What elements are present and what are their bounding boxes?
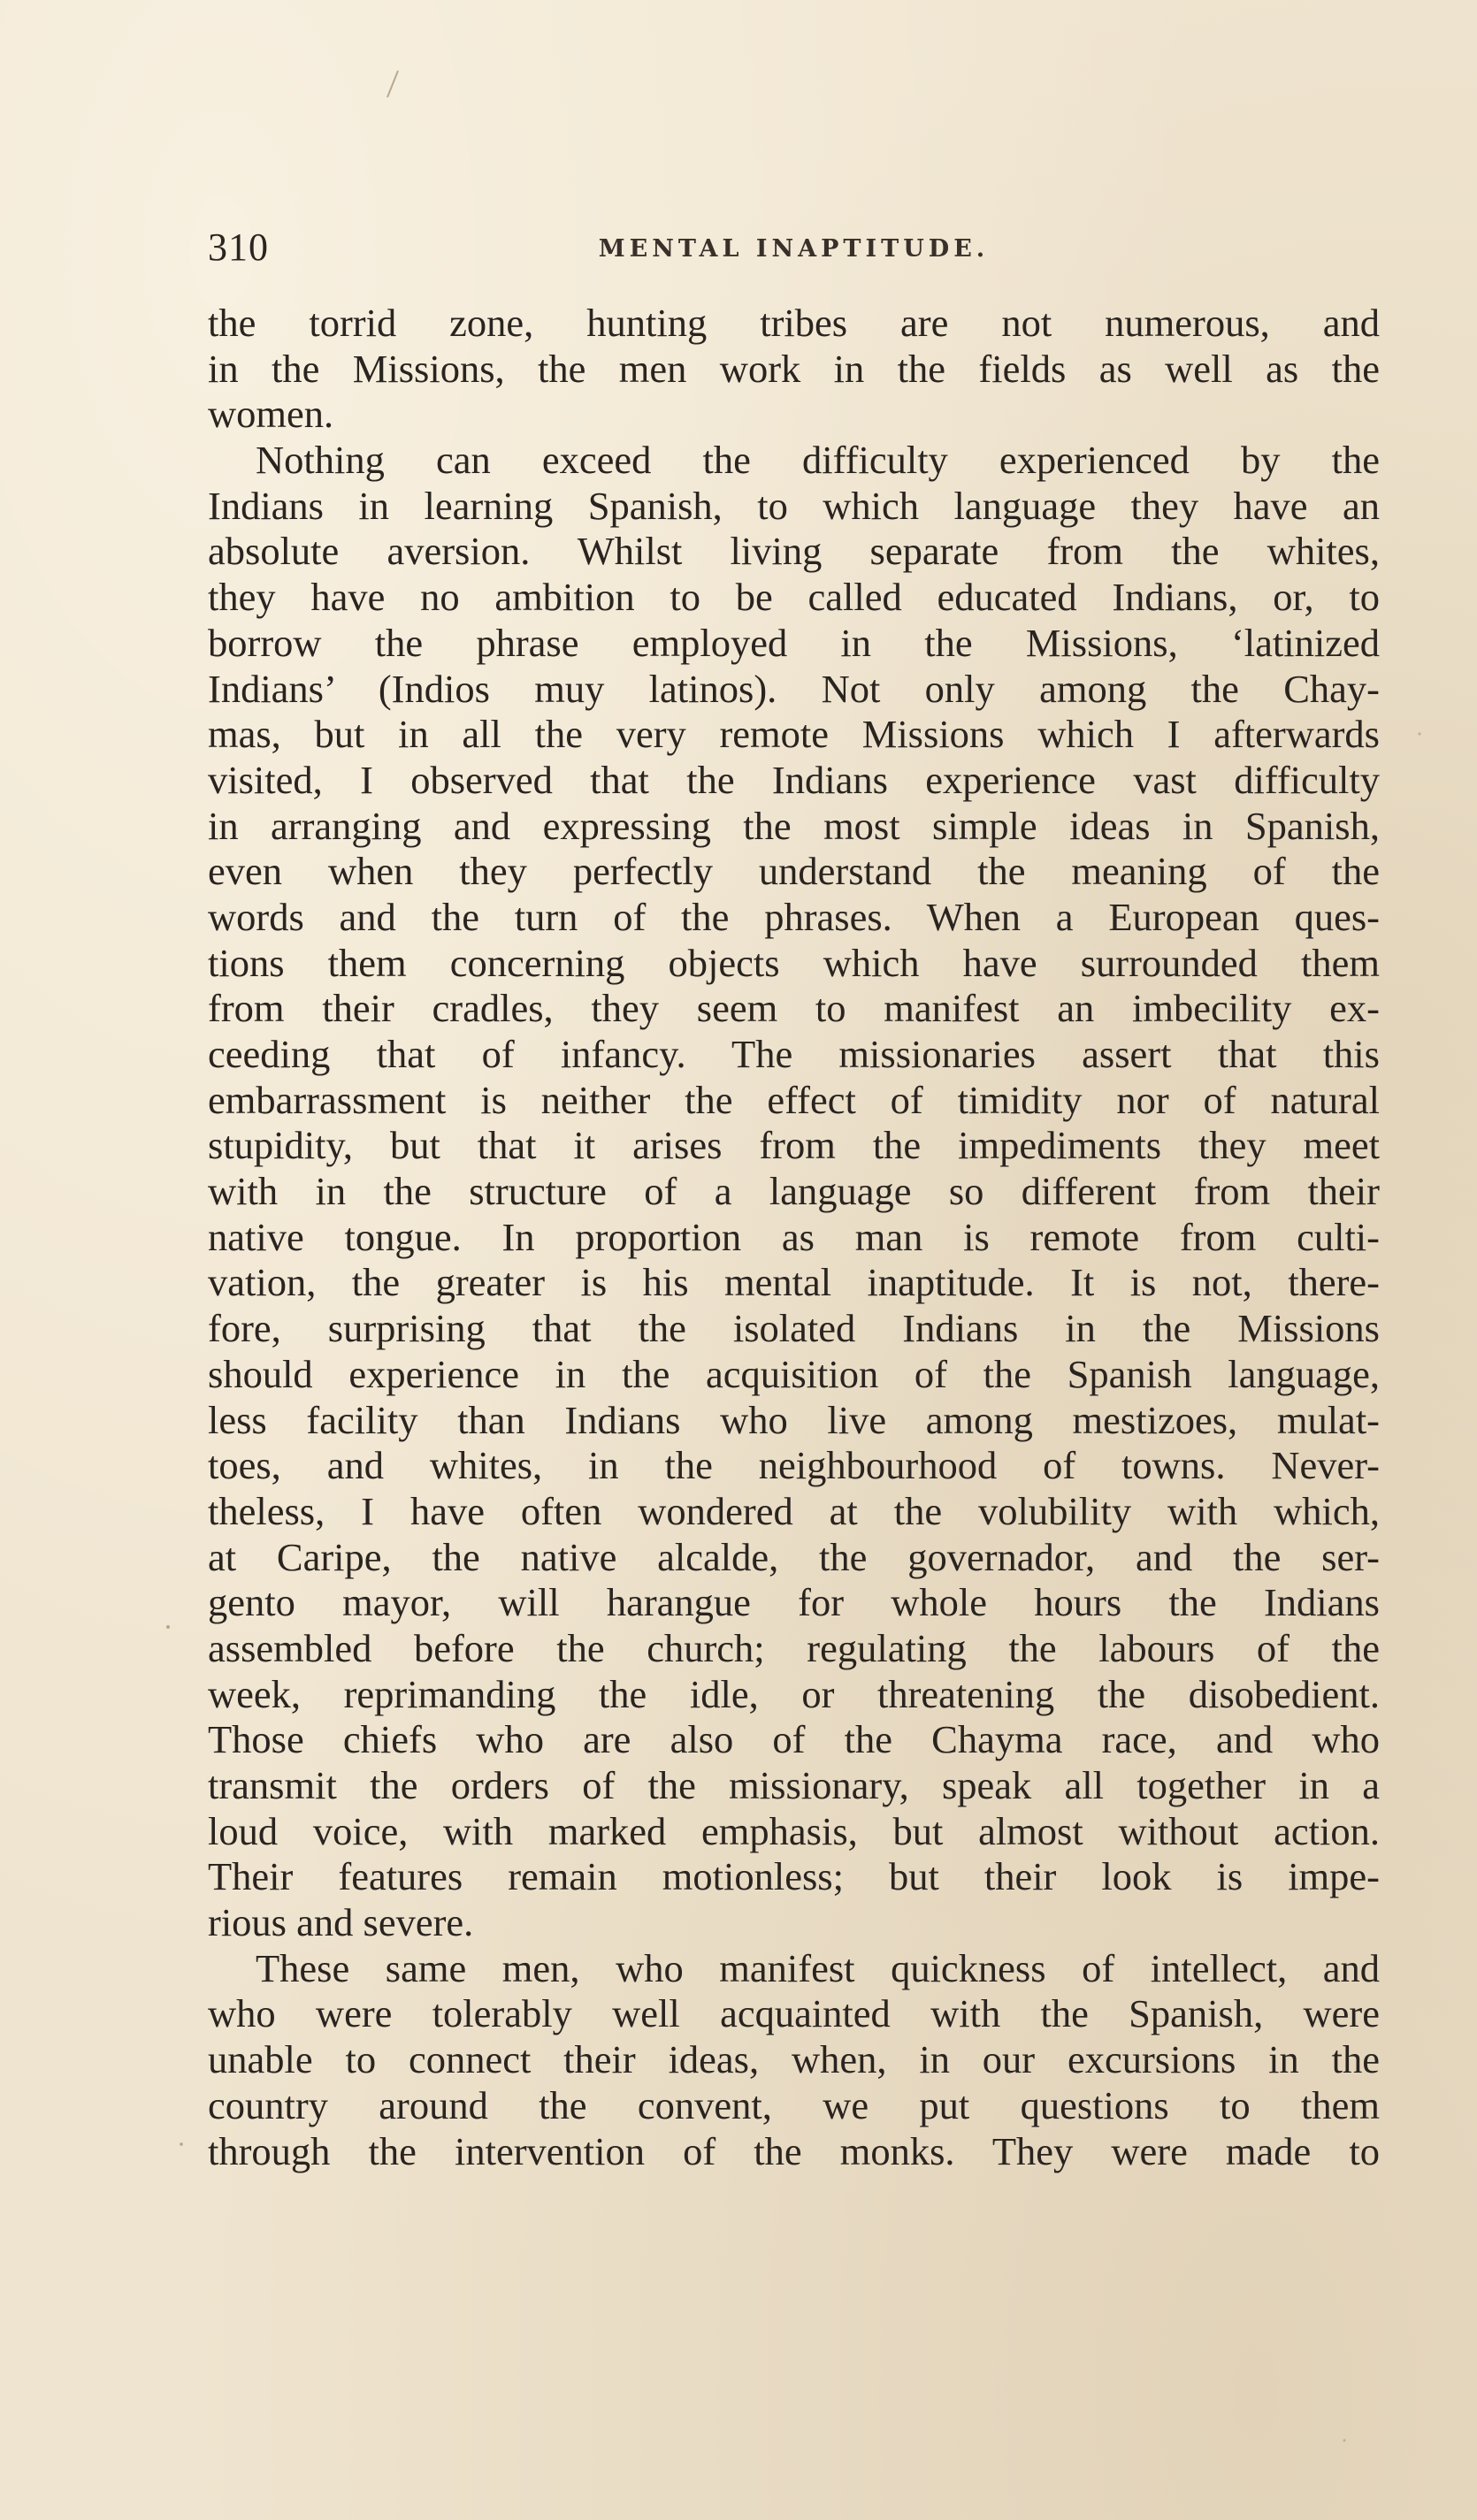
paper-speck [180,2142,183,2146]
text-line: rious and severe. [208,1900,474,1945]
text-line: visited, I observed that the Indians experience vast difficulty [208,757,1380,802]
text-line: mas, but in all the very remote Missions which I afterwards [208,712,1380,757]
text-line: assembled before the church; regulating the labours of the [208,1625,1380,1670]
text-line: native tongue. In proportion as man is remote from culti- [208,1214,1380,1259]
text-line: Indians in learning Spanish, to which language they have an [208,483,1380,528]
text-line: women. [208,392,334,437]
text-line: fore, surprising that the isolated Indians in the Missions [208,1306,1380,1351]
text-line: at Caripe, the native alcalde, the governador, and the ser- [208,1534,1380,1579]
text-line: vation, the greater is his mental inaptitude. It is not, there- [208,1260,1380,1305]
text-line: who were tolerably well acquainted with the Spanish, were [208,1991,1380,2036]
paper-speck [1418,732,1420,735]
text-line: the torrid zone, hunting tribes are not numerous, and [208,301,1380,345]
text-line: theless, I have often wondered at the volubility with which, [208,1488,1380,1533]
running-title: MENTAL INAPTITUDE. [598,235,990,263]
text-line: less facility than Indians who live among mestizoes, mulat- [208,1397,1380,1442]
text-line: they have no ambition to be called educated Indians, or, to [208,575,1380,620]
running-head [208,221,1380,274]
text-line: from their cradles, they seem to manifest an imbecility ex- [208,986,1380,1031]
text-line: toes, and whites, in the neighbourhood of towns. Never- [208,1443,1380,1488]
text-line: with in the structure of a language so different from their [208,1169,1380,1214]
text-line: loud voice, with marked emphasis, but almost without action. [208,1808,1380,1853]
text-line: embarrassment is neither the effect of timidity nor of natural [208,1077,1380,1122]
page-number: 310 [208,225,269,269]
paper-speck [166,1625,170,1629]
text-line: These same men, who manifest quickness of intellect, and [256,1945,1380,1990]
text-line: borrow the phrase employed in the Missions, ‘latinized [208,620,1380,665]
text-line: Indians’ (Indios muy latinos). Not only among the Chay- [208,666,1380,711]
text-line: through the intervention of the monks. They were made to [208,2128,1380,2173]
text-line: Nothing can exceed the difficulty experienced by the [256,438,1380,483]
text-line: ceeding that of infancy. The missionaries assert that this [208,1032,1380,1076]
text-line: words and the turn of the phrases. When a European ques- [208,894,1380,939]
text-line: country around the convent, we put questions to them [208,2082,1380,2127]
text-line: stupidity, but that it arises from the impediments they meet [208,1123,1380,1168]
text-line: should experience in the acquisition of the Spanish language, [208,1351,1380,1396]
text-line: tions them concerning objects which have surrounded them [208,940,1380,985]
text-line: in the Missions, the men work in the fields as well as the [208,346,1380,391]
paper-speck [1343,2440,1346,2442]
text-line: in arranging and expressing the most simple ideas in Spanish, [208,803,1380,848]
pencil-mark [387,71,398,97]
text-line: week, reprimanding the idle, or threatening the disobedient. [208,1671,1380,1716]
text-line: transmit the orders of the missionary, speak all together in a [208,1763,1380,1807]
text-line: Their features remain motionless; but their look is impe- [208,1854,1380,1899]
text-line: gento mayor, will harangue for whole hours the Indians [208,1580,1380,1625]
body-text [208,301,1380,2174]
text-line: Those chiefs who are also of the Chayma race, and who [208,1717,1380,1762]
text-line: even when they perfectly understand the meaning of the [208,849,1380,894]
text-line: unable to connect their ideas, when, in our excursions in the [208,2037,1380,2082]
text-line: absolute aversion. Whilst living separate from the whites, [208,529,1380,574]
